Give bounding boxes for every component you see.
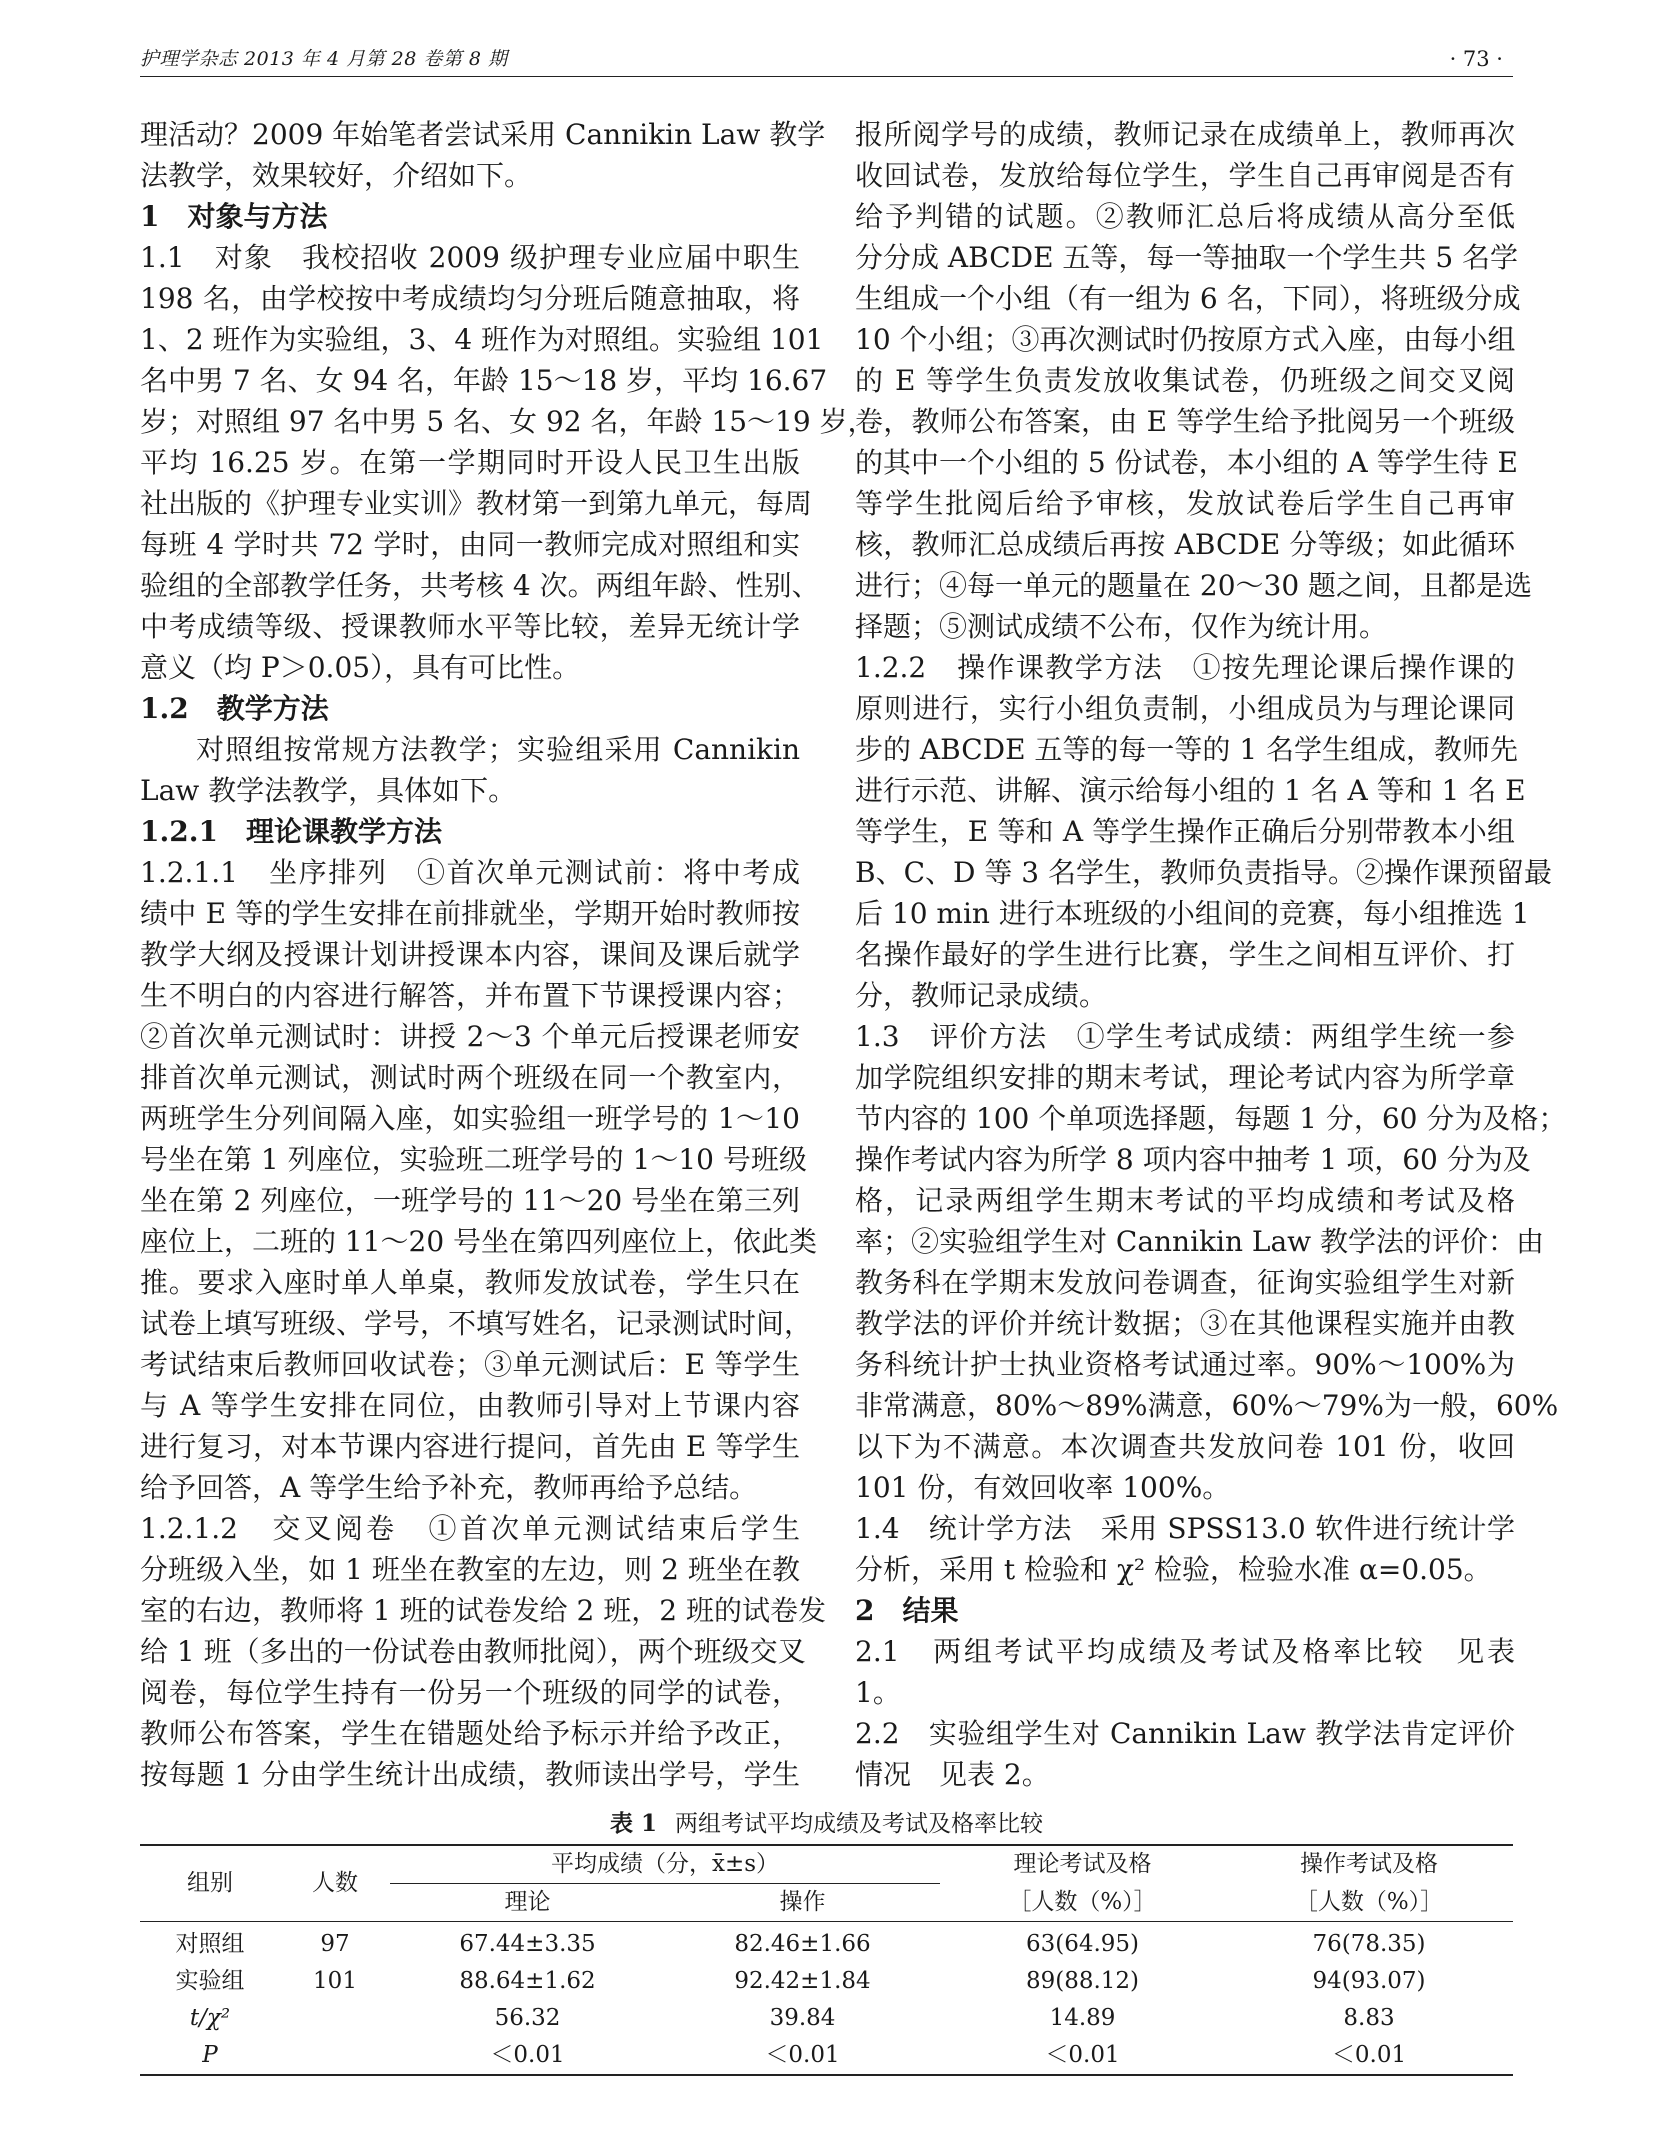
cell-practice: 39.84 xyxy=(769,2005,836,2031)
cell-pass-t: ＜0.01 xyxy=(1045,2042,1120,2068)
table-1 xyxy=(140,1808,1513,2076)
left-text-line: 试卷上填写班级、学号，不填写姓名，记录测试时间， xyxy=(140,1307,813,1340)
left-text-line: 生不明白的内容进行解答，并布置下节课授课内容； xyxy=(140,979,800,1012)
right-text-line: 分，教师记录成绩。 xyxy=(855,979,1108,1012)
left-text-line: 1.2.1.1 坐序排列 ①首次单元测试前：将中考成 xyxy=(140,856,800,889)
left-text-line: 意义（均 P＞0.05），具有可比性。 xyxy=(140,651,581,684)
cell-theory: 67.44±3.35 xyxy=(459,1931,596,1957)
left-text-line: 坐在第 2 列座位，一班学号的 11～20 号坐在第三列 xyxy=(140,1184,800,1217)
cell-n: 97 xyxy=(320,1931,350,1957)
th-theory: 理论 xyxy=(390,1884,665,1922)
left-text-line: 对照组按常规方法教学；实验组采用 Cannikin xyxy=(196,733,800,766)
left-text-line: 室的右边，教师将 1 班的试卷发给 2 班，2 班的试卷发 xyxy=(140,1594,826,1627)
right-text-line: 2.1 两组考试平均成绩及考试及格率比较 见表 xyxy=(855,1635,1515,1668)
th-count: 人数 xyxy=(280,1845,390,1922)
cell-pass-t: 14.89 xyxy=(1049,2005,1116,2031)
th-average: 平均成绩（分，x̄±s） xyxy=(390,1845,940,1884)
right-text-line: 原则进行，实行小组负责制，小组成员为与理论课同 xyxy=(855,692,1515,725)
left-text-line: 平均 16.25 岁。在第一学期同时开设人民卫生出版 xyxy=(140,446,800,479)
right-text-line: 以下为不满意。本次调查共发放问卷 101 份，收回 xyxy=(855,1430,1515,1463)
cell-theory: 56.32 xyxy=(494,2005,561,2031)
table-row xyxy=(140,2000,1513,2037)
left-text-line: 名中男 7 名、女 94 名，年龄 15～18 岁，平均 16.67 xyxy=(140,364,828,397)
cell-n: 101 xyxy=(313,1968,357,1994)
left-text-line: 1.1 对象 我校招收 2009 级护理专业应届中职生 xyxy=(140,241,800,274)
table-caption-text: 两组考试平均成绩及考试及格率比较 xyxy=(675,1811,1043,1837)
table-caption xyxy=(140,1808,1513,1844)
cell-group: 实验组 xyxy=(175,1968,245,1994)
left-text-line: 1 对象与方法 xyxy=(140,200,328,233)
table-body xyxy=(140,1922,1513,2076)
left-text-line: 按每题 1 分由学生统计出成绩，教师读出学号，学生 xyxy=(140,1758,800,1791)
left-text-line: 1、2 班作为实验组，3、4 班作为对照组。实验组 101 xyxy=(140,323,824,356)
cell-theory: 88.64±1.62 xyxy=(459,1968,596,1994)
left-text-line: 与 A 等学生安排在同位，由教师引导对上节课内容 xyxy=(140,1389,800,1422)
right-text-line: 101 份，有效回收率 100%。 xyxy=(855,1471,1231,1504)
left-text-line: 社出版的《护理专业实训》教材第一到第九单元，每周 xyxy=(140,487,813,520)
left-text-line: 进行复习，对本节课内容进行提问，首先由 E 等学生 xyxy=(140,1430,800,1463)
left-text-line: 验组的全部教学任务，共考核 4 次。两组年龄、性别、 xyxy=(140,569,820,602)
left-text-line: 绩中 E 等的学生安排在前排就坐，学期开始时教师按 xyxy=(140,897,800,930)
left-text-line: 给予回答，A 等学生给予补充，教师再给予总结。 xyxy=(140,1471,758,1504)
right-text-line: 1.2.2 操作课教学方法 ①按先理论课后操作课的 xyxy=(855,651,1515,684)
right-text-line: 非常满意，80%～89%满意，60%～79%为一般，60% xyxy=(855,1389,1559,1422)
cell-pass-p: 8.83 xyxy=(1343,2005,1395,2031)
cell-practice: 92.42±1.84 xyxy=(734,1968,871,1994)
right-text-line: 后 10 min 进行本班级的小组间的竞赛，每小组推选 1 xyxy=(855,897,1530,930)
th-pass-theory-unit: ［人数（%）］ xyxy=(940,1884,1225,1922)
right-text-line: 的 E 等学生负责发放收集试卷，仍班级之间交叉阅 xyxy=(855,364,1515,397)
right-text-line: 1.3 评价方法 ①学生考试成绩：两组学生统一参 xyxy=(855,1020,1515,1053)
right-text-line: 教务科在学期末发放问卷调查，征询实验组学生对新 xyxy=(855,1266,1515,1299)
right-text-line: 1。 xyxy=(855,1676,901,1709)
right-text-line: 卷，教师公布答案，由 E 等学生给予批阅另一个班级 xyxy=(855,405,1515,438)
cell-n xyxy=(280,2000,390,2037)
right-text-line: 择题；⑤测试成绩不公布，仅作为统计用。 xyxy=(855,610,1388,643)
right-text-line: 报所阅学号的成绩，教师记录在成绩单上，教师再次 xyxy=(855,118,1515,151)
left-text-line: 法教学，效果较好，介绍如下。 xyxy=(140,159,533,192)
right-text-line: 教学法的评价并统计数据；③在其他课程实施并由教 xyxy=(855,1307,1515,1340)
cell-practice: 82.46±1.66 xyxy=(734,1931,871,1957)
left-text-line: 中考成绩等级、授课教师水平等比较，差异无统计学 xyxy=(140,610,800,643)
left-text-line: 1.2 教学方法 xyxy=(140,692,329,725)
th-pass-theory: 理论考试及格 xyxy=(1013,1851,1152,1878)
th-group: 组别 xyxy=(140,1845,280,1922)
left-text-line: 198 名，由学校按中考成绩均匀分班后随意抽取，将 xyxy=(140,282,800,315)
table-caption-number: 表 1 xyxy=(609,1810,657,1837)
left-text-line: 岁；对照组 97 名中男 5 名、女 92 名，年龄 15～19 岁， xyxy=(140,405,876,438)
page-header xyxy=(140,46,1513,77)
table-row xyxy=(140,1922,1513,1964)
right-text-line: 进行示范、讲解、演示给每小组的 1 名 A 等和 1 名 E xyxy=(855,774,1526,807)
right-text-line: 等学生批阅后给予审核，发放试卷后学生自己再审 xyxy=(855,487,1515,520)
cell-pass-p: 76(78.35) xyxy=(1312,1931,1426,1957)
left-text-line: 阅卷，每位学生持有一份另一个班级的同学的试卷， xyxy=(140,1676,800,1709)
left-text-line: 每班 4 学时共 72 学时，由同一教师完成对照组和实 xyxy=(140,528,800,561)
left-text-line: 号坐在第 1 列座位，实验班二班学号的 1～10 号班级 xyxy=(140,1143,807,1176)
right-text-line: 加学院组织安排的期末考试，理论考试内容为所学章 xyxy=(855,1061,1515,1094)
right-text-line: 率；②实验组学生对 Cannikin Law 教学法的评价：由 xyxy=(855,1225,1545,1258)
right-text-line: 进行；④每一单元的题量在 20～30 题之间，且都是选 xyxy=(855,569,1533,602)
left-text-line: 教学大纲及授课计划讲授课本内容，课间及课后就学 xyxy=(140,938,800,971)
cell-pass-t: 89(88.12) xyxy=(1025,1968,1140,1994)
table-row xyxy=(140,1963,1513,2000)
right-text-line: 给予判错的试题。②教师汇总后将成绩从高分至低 xyxy=(855,200,1515,233)
right-text-line: 格，记录两组学生期末考试的平均成绩和考试及格 xyxy=(855,1184,1515,1217)
right-text-line: 10 个小组；③再次测试时仍按原方式入座，由每小组 xyxy=(855,323,1516,356)
right-column xyxy=(855,114,1567,1795)
right-text-line: 步的 ABCDE 五等的每一等的 1 名学生组成，教师先 xyxy=(855,733,1519,766)
left-text-line: 教师公布答案，学生在错题处给予标示并给予改正， xyxy=(140,1717,800,1750)
results-table xyxy=(140,1844,1513,2076)
cell-group: P xyxy=(202,2042,218,2068)
right-text-line: 收回试卷，发放给每位学生，学生自己再审阅是否有 xyxy=(855,159,1515,192)
left-text-line: 1.2.1 理论课教学方法 xyxy=(140,815,442,848)
left-text-line: 1.2.1.2 交叉阅卷 ①首次单元测试结束后学生 xyxy=(140,1512,800,1545)
left-text-line: Law 教学法教学，具体如下。 xyxy=(140,774,517,807)
right-text-line: 2 结果 xyxy=(855,1594,959,1627)
th-pass-practice-unit: ［人数（%）］ xyxy=(1225,1884,1513,1922)
right-text-line: 务科统计护士执业资格考试通过率。90%～100%为 xyxy=(855,1348,1515,1381)
left-text-line: 分班级入坐，如 1 班坐在教室的左边，则 2 班坐在教 xyxy=(140,1553,800,1586)
right-text-line: 2.2 实验组学生对 Cannikin Law 教学法肯定评价 xyxy=(855,1717,1515,1750)
cell-pass-p: ＜0.01 xyxy=(1331,2042,1407,2068)
left-text-line: 给 1 班（多出的一份试卷由教师批阅），两个班级交叉 xyxy=(140,1635,806,1668)
cell-n xyxy=(280,2037,390,2075)
left-text-line: ②首次单元测试时：讲授 2～3 个单元后授课老师安 xyxy=(140,1020,800,1053)
th-practice: 操作 xyxy=(665,1884,940,1922)
left-column xyxy=(140,114,876,1795)
right-text-line: 1.4 统计学方法 采用 SPSS13.0 软件进行统计学 xyxy=(855,1512,1515,1545)
right-text-line: 生组成一个小组（有一组为 6 名，下同），将班级分成 xyxy=(855,282,1521,315)
cell-theory: ＜0.01 xyxy=(490,2042,565,2068)
table-row xyxy=(140,2037,1513,2075)
cell-pass-p: 94(93.07) xyxy=(1312,1968,1426,1994)
right-text-line: 名操作最好的学生进行比赛，学生之间相互评价、打 xyxy=(855,938,1515,971)
left-text-line: 推。要求入座时单人单桌，教师发放试卷，学生只在 xyxy=(140,1266,800,1299)
left-text-line: 两班学生分列间隔入座，如实验组一班学号的 1～10 xyxy=(140,1102,800,1135)
right-text-line: 操作考试内容为所学 8 项内容中抽考 1 项，60 分为及 xyxy=(855,1143,1531,1176)
left-text-line: 理活动？2009 年始笔者尝试采用 Cannikin Law 教学 xyxy=(140,118,826,151)
left-text-line: 考试结束后教师回收试卷；③单元测试后：E 等学生 xyxy=(140,1348,800,1381)
cell-practice: ＜0.01 xyxy=(765,2042,840,2068)
right-text-line: 核，教师汇总成绩后再按 ABCDE 分等级；如此循环 xyxy=(855,528,1515,561)
page-number: · 73 · xyxy=(1449,47,1503,71)
left-text-line: 排首次单元测试，测试时两个班级在同一个教室内， xyxy=(140,1061,800,1094)
right-text-line: B、C、D 等 3 名学生，教师负责指导。②操作课预留最 xyxy=(855,856,1552,889)
cell-pass-t: 63(64.95) xyxy=(1025,1931,1140,1957)
right-text-line: 等学生，E 等和 A 等学生操作正确后分别带教本小组 xyxy=(855,815,1515,848)
th-pass-practice: 操作考试及格 xyxy=(1300,1851,1438,1878)
right-text-line: 的其中一个小组的 5 份试卷，本小组的 A 等学生待 E xyxy=(855,446,1518,479)
right-text-line: 情况 见表 2。 xyxy=(855,1758,1050,1791)
right-text-line: 分分成 ABCDE 五等，每一等抽取一个学生共 5 名学 xyxy=(855,241,1519,274)
right-text-line: 节内容的 100 个单项选择题，每题 1 分，60 分为及格； xyxy=(855,1102,1567,1135)
left-text-line: 座位上，二班的 11～20 号坐在第四列座位上，依此类 xyxy=(140,1225,818,1258)
cell-group: t/χ² xyxy=(189,2005,231,2031)
cell-group: 对照组 xyxy=(175,1931,245,1957)
right-text-line: 分析，采用 t 检验和 χ² 检验，检验水准 α=0.05。 xyxy=(855,1553,1492,1586)
journal-title: 护理学杂志 2013 年 4 月第 28 卷第 8 期 xyxy=(140,48,508,70)
